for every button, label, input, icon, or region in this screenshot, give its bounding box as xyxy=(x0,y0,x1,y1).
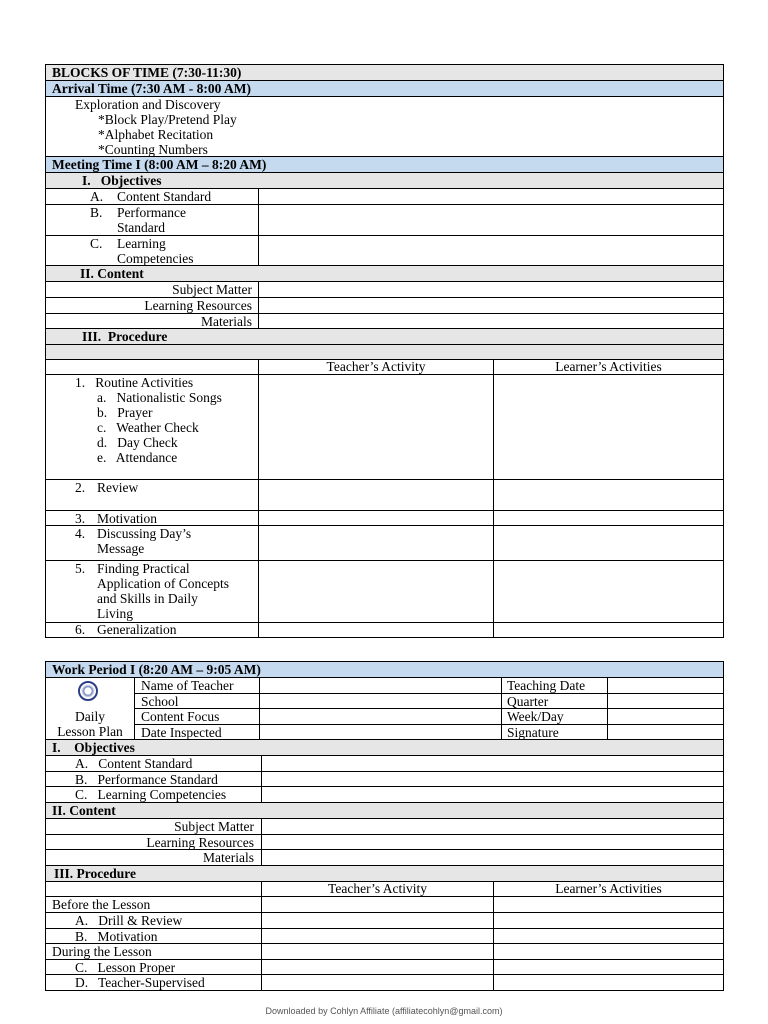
procedure-step-row xyxy=(46,561,723,623)
logo-caption: Lesson Plan xyxy=(57,724,123,739)
header-left-label: Name of Teacher xyxy=(141,678,234,693)
content-row xyxy=(46,314,723,329)
step-label: Finding Practical xyxy=(97,561,190,576)
objective-letter: A. xyxy=(90,189,104,204)
content-row xyxy=(46,819,723,835)
header-left-value[interactable] xyxy=(259,709,501,724)
objective-value-cell[interactable] xyxy=(258,236,723,265)
content-value-cell[interactable] xyxy=(258,282,723,297)
work-period-title: Work Period I (8:20 AM – 9:05 AM) xyxy=(52,662,261,677)
header-row xyxy=(135,678,723,694)
objective-label: Competencies xyxy=(117,251,194,266)
header-left-label: Content Focus xyxy=(141,709,220,724)
header-row xyxy=(135,725,723,740)
step-label: and Skills in Daily xyxy=(97,591,198,606)
objective-value-cell[interactable] xyxy=(258,205,723,235)
blocks-of-time-title: BLOCKS OF TIME (7:30-11:30) xyxy=(52,65,242,80)
header-right-label: Quarter xyxy=(507,694,549,709)
header-left-value[interactable] xyxy=(259,678,501,693)
objective-label: Learning xyxy=(117,236,166,251)
procedure-step-row xyxy=(46,526,723,561)
procedure-row xyxy=(46,929,723,944)
content-row xyxy=(46,282,723,298)
objective-row xyxy=(46,787,723,803)
teacher-activity-cell[interactable] xyxy=(258,526,493,560)
objective-value-cell[interactable] xyxy=(261,756,723,771)
learner-activity-cell[interactable] xyxy=(493,897,723,912)
procedure-heading-row xyxy=(46,866,723,882)
objectives-heading-row xyxy=(46,173,723,189)
header-right-label: Teaching Date xyxy=(507,678,586,693)
objective-letter: C. xyxy=(90,236,103,251)
procedure-heading: III. Procedure xyxy=(82,329,168,344)
before-lesson-label: Before the Lesson xyxy=(52,897,151,912)
objective-label: Content Standard xyxy=(117,189,212,204)
routine-item: a. Nationalistic Songs xyxy=(97,390,222,405)
header-left-label: School xyxy=(141,694,179,709)
header-left-value[interactable] xyxy=(259,725,501,740)
step-label: Application of Concepts xyxy=(97,576,229,591)
procedure-step-row xyxy=(46,511,723,526)
logo-cell xyxy=(46,678,134,739)
meeting-time-header xyxy=(46,157,723,173)
objective-row xyxy=(46,756,723,772)
objective-label: Performance xyxy=(117,205,186,220)
meeting-time-title: Meeting Time I (8:00 AM – 8:20 AM) xyxy=(52,157,267,172)
learner-activity-cell[interactable] xyxy=(493,561,723,622)
content-value-cell[interactable] xyxy=(261,835,723,849)
teacher-activity-cell[interactable] xyxy=(258,480,493,510)
work-period-table xyxy=(45,661,724,991)
objective-row xyxy=(46,772,723,787)
learner-activities-header: Learner’s Activities xyxy=(493,360,723,374)
procedure-step-row xyxy=(46,623,723,637)
step-label: Living xyxy=(97,606,133,621)
deped-seal-icon xyxy=(78,681,98,701)
teacher-activity-header: Teacher’s Activity xyxy=(261,882,493,896)
content-label: Subject Matter xyxy=(174,819,254,834)
procedure-row xyxy=(46,944,723,960)
routine-title: 1. Routine Activities xyxy=(75,375,194,390)
step-label: Review xyxy=(97,480,139,495)
content-row xyxy=(46,298,723,314)
procedure-item: D. Teacher-Supervised xyxy=(75,975,205,990)
learner-activity-cell[interactable] xyxy=(493,375,723,479)
procedure-spacer-row xyxy=(46,345,723,360)
objective-row xyxy=(46,189,723,205)
procedure-row xyxy=(46,960,723,975)
header-right-value[interactable] xyxy=(607,725,723,740)
arrival-time-title: Arrival Time (7:30 AM - 8:00 AM) xyxy=(52,81,251,96)
header-row xyxy=(135,694,723,709)
content-label: Subject Matter xyxy=(172,282,252,297)
learner-activity-cell[interactable] xyxy=(493,913,723,928)
content-value-cell[interactable] xyxy=(261,850,723,865)
procedure-row xyxy=(46,913,723,929)
teacher-activity-cell[interactable] xyxy=(258,511,493,525)
header-right-label-cell xyxy=(501,678,607,693)
procedure-row xyxy=(46,975,723,990)
routine-item: b. Prayer xyxy=(97,405,153,420)
content-label: Learning Resources xyxy=(144,298,252,313)
teacher-activity-cell[interactable] xyxy=(261,975,493,990)
header-grid xyxy=(134,678,723,739)
objective-label: C. Learning Competencies xyxy=(75,787,227,802)
objective-row xyxy=(46,236,723,266)
objective-letter: B. xyxy=(90,205,103,220)
step-number: 6. xyxy=(75,622,86,637)
routine-item: e. Attendance xyxy=(97,450,178,465)
header-left-label: Date Inspected xyxy=(141,725,222,740)
objective-label: B. Performance Standard xyxy=(75,772,218,787)
content-row xyxy=(46,835,723,850)
step-number: 4. xyxy=(75,526,86,541)
teacher-activity-cell[interactable] xyxy=(261,960,493,974)
learner-activity-cell[interactable] xyxy=(493,623,723,637)
procedure-heading-row xyxy=(46,329,723,345)
exploration-item: *Alphabet Recitation xyxy=(98,127,214,142)
header-right-label-cell xyxy=(501,725,607,740)
header-right-label-cell xyxy=(501,709,607,724)
learner-activity-cell[interactable] xyxy=(493,929,723,943)
header-left-value[interactable] xyxy=(259,694,501,708)
procedure-item: B. Motivation xyxy=(75,929,158,944)
teacher-activity-cell[interactable] xyxy=(258,623,493,637)
header-row xyxy=(135,709,723,725)
content-value-cell[interactable] xyxy=(261,819,723,834)
during-lesson-label: During the Lesson xyxy=(52,944,152,959)
header-right-label: Week/Day xyxy=(507,709,564,724)
teacher-activity-cell[interactable] xyxy=(261,897,493,912)
procedure-step-row xyxy=(46,480,723,511)
routine-activities-row xyxy=(46,375,723,480)
exploration-row xyxy=(46,97,723,157)
teacher-activity-header: Teacher’s Activity xyxy=(258,360,493,374)
header-right-label: Signature xyxy=(507,725,559,740)
objective-value-cell[interactable] xyxy=(258,189,723,204)
content-heading-row xyxy=(46,803,723,819)
work-period-header xyxy=(46,662,723,678)
routine-item: d. Day Check xyxy=(97,435,178,450)
blocks-of-time-table xyxy=(45,64,724,638)
content-heading: II. Content xyxy=(80,266,144,281)
learner-activities-header: Learner’s Activities xyxy=(493,882,723,896)
content-heading: II. Content xyxy=(52,803,116,818)
step-label: Motivation xyxy=(97,511,157,526)
procedure-item: C. Lesson Proper xyxy=(75,960,176,975)
objective-label: A. Content Standard xyxy=(75,756,193,771)
teacher-activity-cell[interactable] xyxy=(261,929,493,943)
header-right-value[interactable] xyxy=(607,678,723,693)
exploration-label: Exploration and Discovery xyxy=(75,97,221,112)
objectives-heading-row xyxy=(46,740,723,756)
procedure-item: A. Drill & Review xyxy=(75,913,183,928)
objective-value-cell[interactable] xyxy=(261,787,723,802)
objectives-heading: I. Objectives xyxy=(52,740,135,755)
content-row xyxy=(46,850,723,866)
step-label: Generalization xyxy=(97,622,177,637)
teacher-activity-cell[interactable] xyxy=(261,944,493,959)
content-label: Materials xyxy=(201,314,252,329)
blocks-of-time-header xyxy=(46,65,723,81)
header-right-label-cell xyxy=(501,694,607,708)
header-right-value[interactable] xyxy=(607,709,723,724)
procedure-row xyxy=(46,897,723,913)
content-label: Learning Resources xyxy=(146,835,254,850)
step-number: 3. xyxy=(75,511,86,526)
logo-caption: Daily xyxy=(75,709,105,724)
exploration-item: *Block Play/Pretend Play xyxy=(98,112,237,127)
objective-row xyxy=(46,205,723,236)
step-number: 2. xyxy=(75,480,86,495)
lesson-plan-header-block xyxy=(46,678,723,740)
content-value-cell[interactable] xyxy=(258,298,723,313)
teacher-activity-cell[interactable] xyxy=(258,375,493,479)
objectives-heading: I. Objectives xyxy=(82,173,162,188)
step-number: 5. xyxy=(75,561,86,576)
learner-activity-cell[interactable] xyxy=(493,511,723,525)
objective-value-cell[interactable] xyxy=(261,772,723,786)
step-label: Discussing Day’s xyxy=(97,526,192,541)
exploration-item: *Counting Numbers xyxy=(98,142,208,157)
download-footer: Downloaded by Cohlyn Affiliate (affiliatecohlyn@gmail.com) xyxy=(265,1006,503,1016)
procedure-heading: III. Procedure xyxy=(54,866,136,881)
step-label: Message xyxy=(97,541,145,556)
routine-item: c. Weather Check xyxy=(97,420,199,435)
objective-label: Standard xyxy=(117,220,165,235)
learner-activity-cell[interactable] xyxy=(493,526,723,560)
header-right-value[interactable] xyxy=(607,694,723,708)
arrival-time-header xyxy=(46,81,723,97)
learner-activity-cell[interactable] xyxy=(493,975,723,990)
learner-activity-cell[interactable] xyxy=(493,944,723,959)
teacher-activity-cell[interactable] xyxy=(258,561,493,622)
activity-header-row xyxy=(46,360,723,375)
content-heading-row xyxy=(46,266,723,282)
teacher-activity-cell[interactable] xyxy=(261,913,493,928)
learner-activity-cell[interactable] xyxy=(493,960,723,974)
activity-header-row xyxy=(46,882,723,897)
content-label: Materials xyxy=(203,850,254,865)
content-value-cell[interactable] xyxy=(258,314,723,328)
learner-activity-cell[interactable] xyxy=(493,480,723,510)
